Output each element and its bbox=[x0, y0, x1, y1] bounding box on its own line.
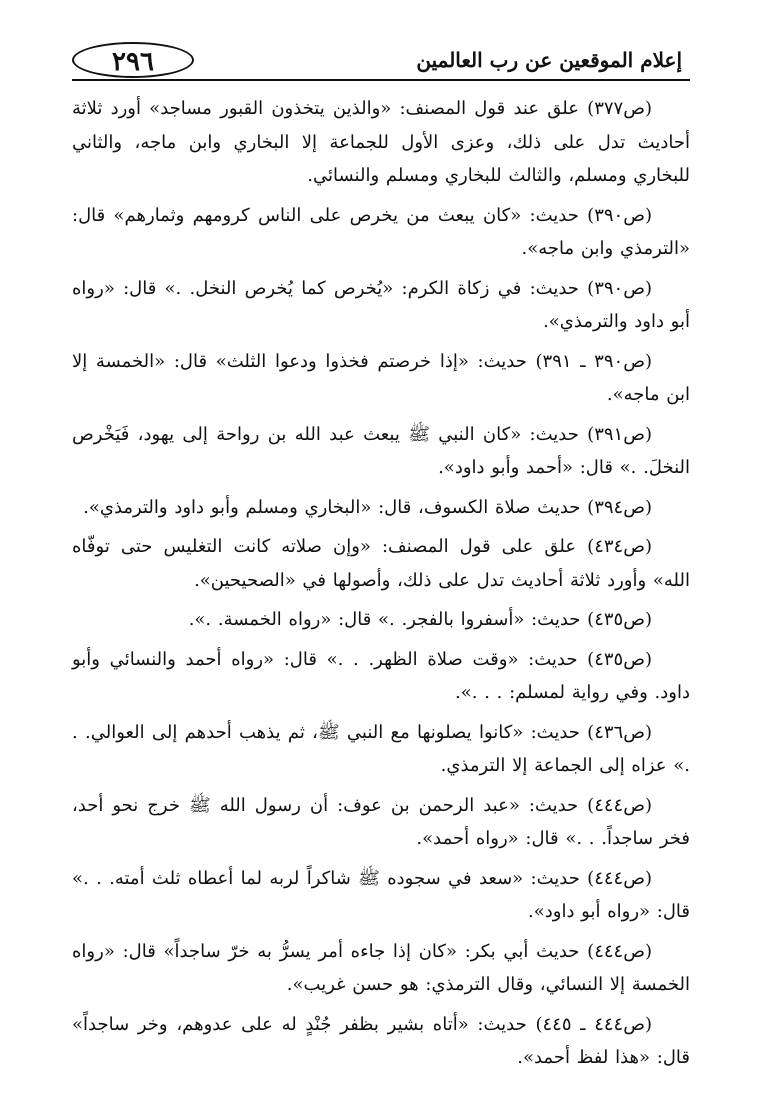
paragraph: (ص٤٤٤) حديث أبي بكر: «كان إذا جاءه أمر يسرُّ به خرّ ساجداً» قال: «رواه الخمسة إلا النسائي، وقال الترمذي: هو حسن غريب». bbox=[72, 940, 690, 995]
paragraph: (ص٣٩٠) حديث: «كان يبعث من يخرص على الناس كرومهم وثمارهم» قال: «الترمذي وابن ماجه». bbox=[72, 204, 690, 259]
paragraph: (ص٣٧٧) علق عند قول المصنف: «والذين يتخذون القبور مساجد» أورد ثلاثة أحاديث تدل على ذلك، وعزى الأول للجماعة إلا البخاري وابن ماجه، والثاني للبخاري ومسلم، والثالث للبخاري ومسلم والنسائي. bbox=[72, 98, 690, 186]
paragraph: (ص٣٩٠ ـ ٣٩١) حديث: «إذا خرصتم فخذوا ودعوا الثلث» قال: «الخمسة إلا ابن ماجه». bbox=[72, 350, 690, 405]
paragraph: (ص٤٣٥) حديث: «أسفروا بالفجر. .» قال: «رواه الخمسة. .». bbox=[188, 609, 652, 630]
paragraph: (ص٤٤٤) حديث: «عبد الرحمن بن عوف: أن رسول الله ﷺ خرج نحو أحد، فخر ساجداً. . .» قال: «رواه أحمد». bbox=[72, 794, 690, 849]
paragraph: (ص٤٣٦) حديث: «كانوا يصلونها مع النبي ﷺ، ثم يذهب أحدهم إلى العوالي. . .» عزاه إلى الجماعة إلا الترمذي. bbox=[72, 721, 690, 776]
paragraph: (ص٤٤٤) حديث: «سعد في سجوده ﷺ شاكراً لربه لما أعطاه ثلث أمته. . .» قال: «رواه أبو داود». bbox=[72, 867, 690, 922]
paragraph: (ص٣٩١) حديث: «كان النبي ﷺ يبعث عبد الله بن رواحة إلى يهود، فَيَخْرص النخلَ. .» قال: «أحمد وأبو داود». bbox=[72, 423, 690, 478]
main-text bbox=[72, 92, 690, 1081]
paragraph: (ص٤٤٤ ـ ٤٤٥) حديث: «أتاه بشير بظفر جُنْدٍ له على عدوهم، وخر ساجداً» قال: «هذا لفظ أحمد». bbox=[72, 1013, 690, 1068]
paragraph: (ص٣٩٤) حديث صلاة الكسوف، قال: «البخاري ومسلم وأبو داود والترمذي». bbox=[83, 496, 652, 518]
paragraph: (ص٣٩٠) حديث: في زكاة الكرم: «يُخرص كما يُخرص النخل. .» قال: «رواه أبو داود والترمذي». bbox=[72, 277, 690, 332]
page-header bbox=[72, 38, 690, 86]
page-number: ٢٩٦ bbox=[72, 42, 194, 78]
paragraph: (ص٤٣٤) علق على قول المصنف: «وإن صلاته كانت التغليس حتى توفّاه الله» وأورد ثلاثة أحاديث تدل على ذلك، وأصولها في «الصحيحين». bbox=[72, 536, 690, 591]
book-title: إعلام الموقعين عن رب العالمين bbox=[416, 48, 682, 72]
header-rule bbox=[72, 79, 690, 81]
paragraph: (ص٤٣٥) حديث: «وقت صلاة الظهر. . .» قال: «رواه أحمد والنسائي وأبو داود. وفي رواية لمسلم: . . .». bbox=[72, 648, 690, 703]
